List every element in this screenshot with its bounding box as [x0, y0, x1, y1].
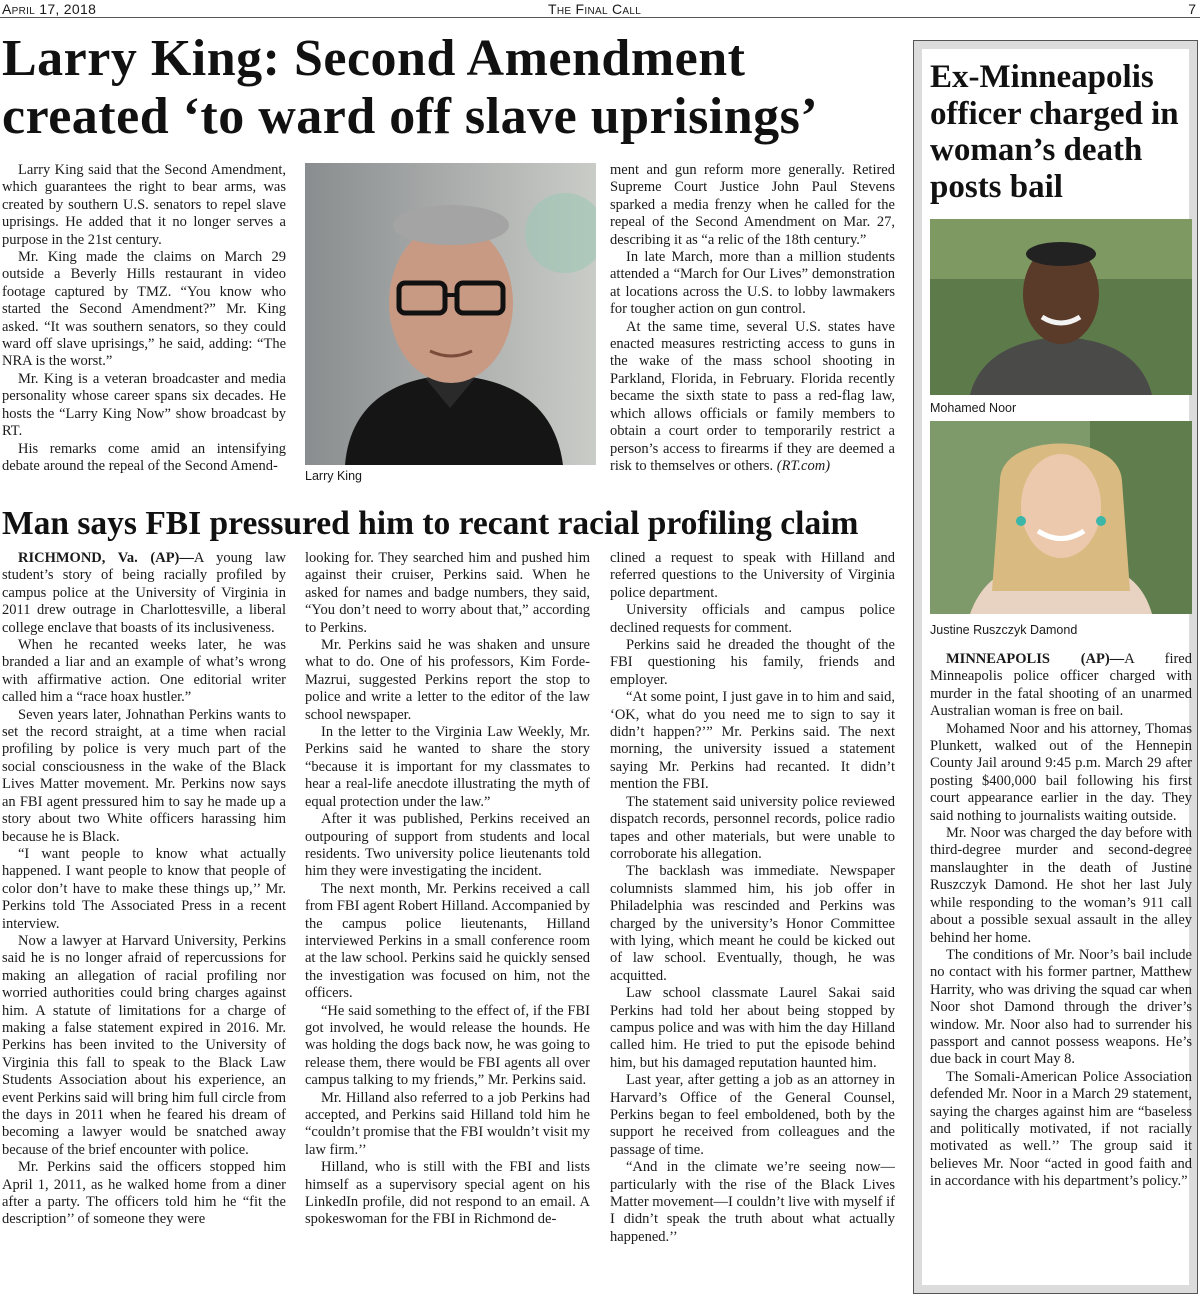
- story2-col1-para: Seven years later, Johnathan Perkins wants to set the record straight, at a time when racial profiling by police is very much part of the social consciousness in the wake of the Black Lives Matter movement. Mr. Perkins now says an FBI agent pressured him to say he made up a story about two White officers harassing him because he is Black.: [2, 706, 286, 845]
- story2-col3-para: Perkins said he dreaded the thought of the FBI questioning his family, friends and employer.: [610, 637, 895, 688]
- story1-col1-para: Mr. King made the claims on March 29 outside a Beverly Hills restaurant in video footage captured by TMZ. “You know who started the Second Amendment?” Mr. King asked. “It was southern senators, so they could ward off slave uprisings,” he said, adding: “The NRA is the worst.”: [2, 249, 286, 370]
- story2-col3-para: Law school classmate Laurel Sakai said Perkins had told her about being stopped by campus police and was with him the day Hilland called him. He tried to put the episode behind him, but his damaged reputation haunted him.: [610, 985, 895, 1071]
- sidebar-para: Mr. Noor was charged the day before with third-degree murder and second-degree manslaughter in the death of Justine Ruszczyk Damond. He shot her last July while responding to the woman’s 911 call about a possible sexual assault in the alley behind her home.: [930, 825, 1192, 946]
- story1-col3-para: In late March, more than a million students attended a “March for Our Lives” demonstration at locations across the U.S. to lobby lawmakers for tougher action on gun control.: [610, 249, 895, 318]
- sidebar-para: Mohamed Noor and his attorney, Thomas Plunkett, walked out of the Hennepin County Jail around 9:45 p.m. March 29 after posting $400,000 bail following his first court appearance earlier in the day. They said nothing to journalists waiting outside.: [930, 720, 1192, 824]
- story2-col2-para: The next month, Mr. Perkins received a call from FBI agent Robert Hilland. Accompanied by the campus police lieutenants, Hilland interviewed Perkins in a small conference room at the law school. Perkins said he quickly sensed the investigation was focused on him, not the officers.: [305, 880, 590, 1002]
- story1-col1-para: Larry King said that the Second Amendment, which guarantees the right to bear arms, was created by southern U.S. senators to repel slave uprisings. He added that it no longer serves a purpose in the 21st century.: [2, 162, 286, 248]
- story2-col3-para: The statement said university police reviewed dispatch records, personnel records, police radio tapes and other materials, but were unable to corroborate his allegation.: [610, 793, 895, 862]
- story1-column-1: [2, 162, 286, 492]
- story2-lead: A young law student’s story of being racially profiled by campus police at the University of Virginia in 2011 drew outrage in Charlottesville, a liberal college enclave that boasts of its inclusiveness.: [2, 550, 286, 636]
- story1-column-3: [610, 162, 895, 492]
- justine-damond-photo-illustration: [930, 421, 1192, 614]
- story2-col1-para: When he recanted weeks later, he was branded a liar and an example of what’s wrong with affirmative action. One editorial writer called him a “race hoax hustler.”: [2, 637, 286, 706]
- sidebar-panel: [922, 49, 1192, 1285]
- story1-col1-para: His remarks come amid an intensifying debate around the repeal of the Second Amend-: [2, 440, 286, 474]
- folio-bar: [0, 0, 1200, 18]
- story2-headline: Man says FBI pressured him to recant racial profiling claim: [2, 505, 859, 542]
- story2-col2-para: In the letter to the Virginia Law Weekly, Mr. Perkins said he wanted to share the story “because it is important for my classmates to hear a real-life anecdote illustrating the myth of equal protection under the law.”: [305, 724, 590, 810]
- story1-col1-para: Mr. King is a veteran broadcaster and media personality whose career spans six decades. He hosts the “Larry King Now” show broadcast by RT.: [2, 370, 286, 440]
- story1-credit: (RT.com): [776, 457, 831, 474]
- mohamed-noor-photo: [930, 219, 1192, 395]
- sidebar-lead: A fired Minneapolis police officer charged with murder in the fatal shooting of an unarmed Australian woman is free on bail.: [930, 651, 1192, 720]
- sidebar-dateline: MINNEAPOLIS (AP)—: [946, 651, 1125, 667]
- story2-col1-para: [2, 550, 286, 637]
- story2-col3-para: Last year, after getting a job as an attorney in Harvard’s Office of the General Counsel, Perkins began to feel emboldened, both by the support he received from colleagues and the passage of time.: [610, 1072, 895, 1158]
- larry-king-photo: [305, 163, 596, 465]
- story2-col3-para: “At some point, I just gave in to him and said, ‘OK, what do you need me to sign to say it didn’t happen?’” Mr. Perkins said. The next morning, the university issued a statement saying Mr. Perkins had recanted. It didn’t mention the FBI.: [610, 689, 895, 793]
- mohamed-noor-photo-illustration: [930, 219, 1192, 395]
- story2-dateline: RICHMOND, Va. (AP)—: [18, 550, 194, 566]
- larry-king-caption: Larry King: [305, 469, 362, 483]
- story2-col2-para: After it was published, Perkins received an outpouring of support from students and local residents. Two university police lieutenants told him they were investigating the incident.: [305, 811, 590, 880]
- justine-damond-photo: [930, 421, 1192, 614]
- story2-col1-para: Mr. Perkins said the officers stopped him April 1, 2011, as he walked home from a diner after a party. The officers told him he “fit the description’’ of someone they were: [2, 1159, 286, 1228]
- story2-col3-para: “And in the climate we’re seeing now—particularly with the rise of the Black Lives Matter movement—I couldn’t live with myself if I didn’t speak the truth about what actually happened.’’: [610, 1159, 895, 1245]
- story1-headline: Larry King: Second Amendment created ‘to ward off slave uprisings’: [2, 30, 819, 145]
- story2-column-2: [305, 550, 590, 1296]
- story2-col2-para: looking for. They searched him and pushed him against their cruiser, Perkins said. When he asked for names and badge numbers, they said, “You don’t need to worry about that,” according to Perkins.: [305, 550, 590, 636]
- story2-column-3: [610, 550, 895, 1296]
- sidebar-para: [930, 651, 1192, 721]
- story2-column-1: [2, 550, 286, 1296]
- justine-damond-caption: Justine Ruszczyk Damond: [930, 623, 1078, 637]
- sidebar-para: The conditions of Mr. Noor’s bail include no contact with his former partner, Matthew Harrity, who was driving the squad car when Noor shot Damond through the driver’s window. Mr. Noor also had to surrender his passport and cannot possess weapons. He’s due back in court May 8.: [930, 946, 1192, 1068]
- larry-king-photo-illustration: [305, 163, 596, 465]
- story2-col2-para: Hilland, who is still with the FBI and lists himself as a supervisory special agent on his LinkedIn profile, did not respond to an email. A spokeswoman for the FBI in Richmond de-: [305, 1159, 590, 1228]
- story2-col2-para: “He said something to the effect of, if the FBI got involved, he would release the hounds. He was holding the dogs back now, he was going to release them, there would be FBI agents all over campus talking to my friends,” Mr. Perkins said.: [305, 1002, 590, 1089]
- story2-col3-para: clined a request to speak with Hilland and referred questions to the University of Virginia police department.: [610, 550, 895, 601]
- issue-date: April 17, 2018: [2, 1, 97, 17]
- story2-col1-para: Now a lawyer at Harvard University, Perkins said he is no longer afraid of repercussions for making an allegation of racial profiling nor worried authorities could bring charges against him. A statute of limitations for a charge of making a false statement expired in 2016. Mr. Perkins has been invited to the University of Virginia this fall to speak to the Black Law Students Association about his experience, an event Perkins said will bring him full circle from the days in 2011 when he feared his dream of becoming a lawyer would be snatched away because of the brief encounter with police.: [2, 932, 286, 1158]
- story1-col3-para-text: At the same time, several U.S. states have enacted measures restricting access to guns in the wake of the mass school shooting in Parkland, Florida, in February. Florida recently became the sixth state to pass a red-flag law, which allows officials or family members to obtain a court order to temporarily restrict a person’s access to firearms if they are deemed a risk to themselves or others.: [610, 318, 895, 474]
- story2-col3-para: University officials and campus police declined requests for comment.: [610, 602, 895, 636]
- story2-col3-para: The backlash was immediate. Newspaper columnists slammed him, his job offer in Philadelphia was rescinded and Perkins was charged by the university’s Honor Committee with lying, which meant he could be kicked out of law school. Eventually, though, he was acquitted.: [610, 863, 895, 984]
- sidebar-article-body: [930, 651, 1192, 1291]
- story1-col3-para: ment and gun reform more generally. Retired Supreme Court Justice John Paul Stevens sparked a media frenzy when he called for the repeal of the Second Amendment on Mar. 27, describing it as “a relic of the 18th century.”: [610, 162, 895, 248]
- story2-col2-para: Mr. Perkins said he was shaken and unsure what to do. One of his professors, Kim Forde-Mazrui, suggested Perkins report the stop to police and write a letter to the editor of the law school newspaper.: [305, 637, 590, 723]
- page-number: 7: [1188, 1, 1196, 17]
- story2-col1-para: “I want people to know what actually happened. I want people to know that people of color don’t have to make these things up,’’ Mr. Perkins told The Associated Press in a recent interview.: [2, 845, 286, 932]
- sidebar-box: [913, 40, 1198, 1294]
- sidebar-headline: Ex-Minneapolis officer charged in woman’s death posts bail: [930, 59, 1179, 205]
- story2-col2-para: Mr. Hilland also referred to a job Perkins had accepted, and Perkins said Hilland told him he “couldn’t promise that the FBI wouldn’t visit my law firm.’’: [305, 1089, 590, 1158]
- mohamed-noor-caption: Mohamed Noor: [930, 401, 1017, 415]
- paper-name: The Final Call: [548, 1, 642, 17]
- story1-col3-para: [610, 319, 895, 476]
- sidebar-para: The Somali-American Police Association defended Mr. Noor in a March 29 statement, saying the charges against him are “baseless and politically motivated, if not racially motivated as well.’’ The group said it believes Mr. Noor “acted in good faith and in accordance with his department’s policy.”: [930, 1068, 1192, 1190]
